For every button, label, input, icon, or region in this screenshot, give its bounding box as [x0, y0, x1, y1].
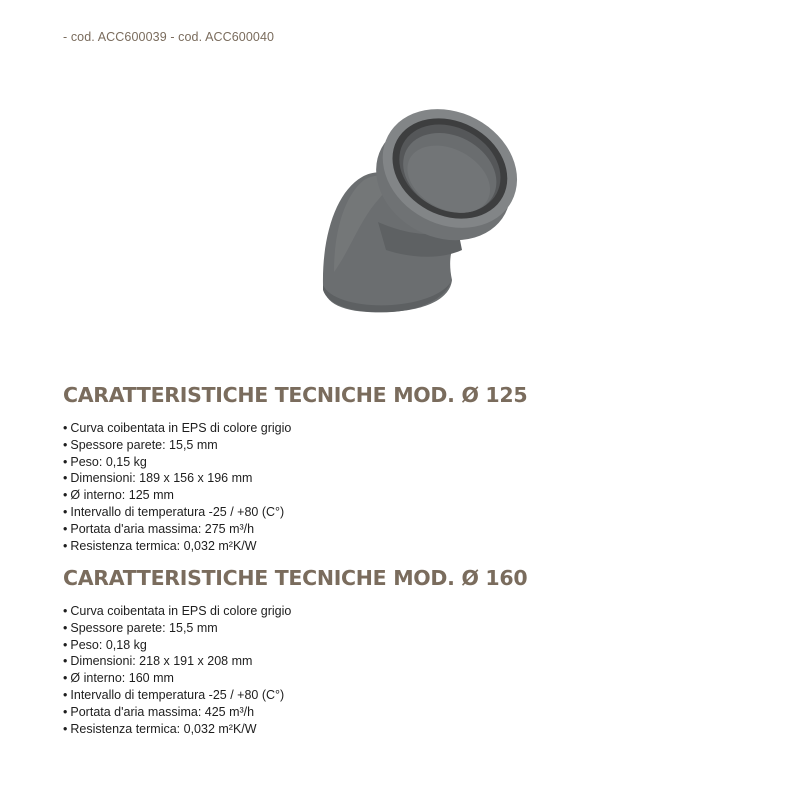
bullet: • — [63, 521, 68, 536]
list-item — [63, 670, 527, 687]
list-item — [63, 721, 527, 738]
list-item — [63, 504, 527, 521]
bullet: • — [63, 654, 68, 669]
product-codes: - cod. ACC600039 - cod. ACC600040 — [63, 30, 275, 44]
list-item — [63, 454, 527, 471]
bullet: • — [63, 620, 68, 635]
bullet: • — [63, 637, 68, 652]
spec-text: Peso: 0,18 kg — [70, 637, 147, 652]
specs-section-125 — [63, 380, 527, 554]
bullet: • — [63, 687, 68, 702]
spec-text: Spessore parete: 15,5 mm — [70, 620, 218, 635]
bullet: • — [63, 504, 68, 519]
spec-text: Resistenza termica: 0,032 m²K/W — [70, 721, 257, 736]
bullet: • — [63, 471, 68, 486]
section-title: CARATTERISTICHE TECNICHE MOD. Ø 160 — [63, 566, 528, 590]
bullet: • — [63, 437, 68, 452]
spec-text: Dimensioni: 218 x 191 x 208 mm — [70, 654, 253, 669]
bullet: • — [63, 454, 68, 469]
list-item — [63, 437, 527, 454]
list-item — [63, 603, 527, 620]
bullet: • — [63, 721, 68, 736]
list-item — [63, 521, 527, 538]
spec-text: Ø interno: 160 mm — [70, 671, 174, 686]
list-item — [63, 637, 527, 654]
spec-text: Peso: 0,15 kg — [70, 454, 147, 469]
list-item — [63, 620, 527, 637]
bullet: • — [63, 488, 68, 503]
spec-text: Ø interno: 125 mm — [70, 488, 174, 503]
insulated-elbow-pipe-image — [300, 100, 540, 340]
bullet: • — [63, 671, 68, 686]
list-item — [63, 538, 527, 555]
bullet: • — [63, 421, 68, 435]
spec-text: Curva coibentata in EPS di colore grigio — [70, 421, 292, 435]
list-item — [63, 687, 527, 704]
list-item — [63, 420, 527, 437]
spec-text: Portata d'aria massima: 275 m³/h — [70, 521, 255, 536]
bullet: • — [63, 704, 68, 719]
bullet: • — [63, 538, 68, 553]
spec-text: Dimensioni: 189 x 156 x 196 mm — [70, 471, 253, 486]
spec-list — [63, 420, 527, 554]
list-item — [63, 653, 527, 670]
spec-list — [63, 603, 527, 737]
list-item — [63, 704, 527, 721]
spec-text: Resistenza termica: 0,032 m²K/W — [70, 538, 257, 553]
spec-text: Intervallo di temperatura -25 / +80 (C°) — [70, 687, 285, 702]
spec-text: Portata d'aria massima: 425 m³/h — [70, 704, 255, 719]
list-item — [63, 470, 527, 487]
spec-text: Intervallo di temperatura -25 / +80 (C°) — [70, 504, 285, 519]
bullet: • — [63, 604, 68, 618]
specs-section-160 — [63, 563, 527, 737]
spec-text: Curva coibentata in EPS di colore grigio — [70, 604, 292, 618]
section-title: CARATTERISTICHE TECNICHE MOD. Ø 125 — [63, 383, 528, 407]
spec-text: Spessore parete: 15,5 mm — [70, 437, 218, 452]
list-item — [63, 487, 527, 504]
